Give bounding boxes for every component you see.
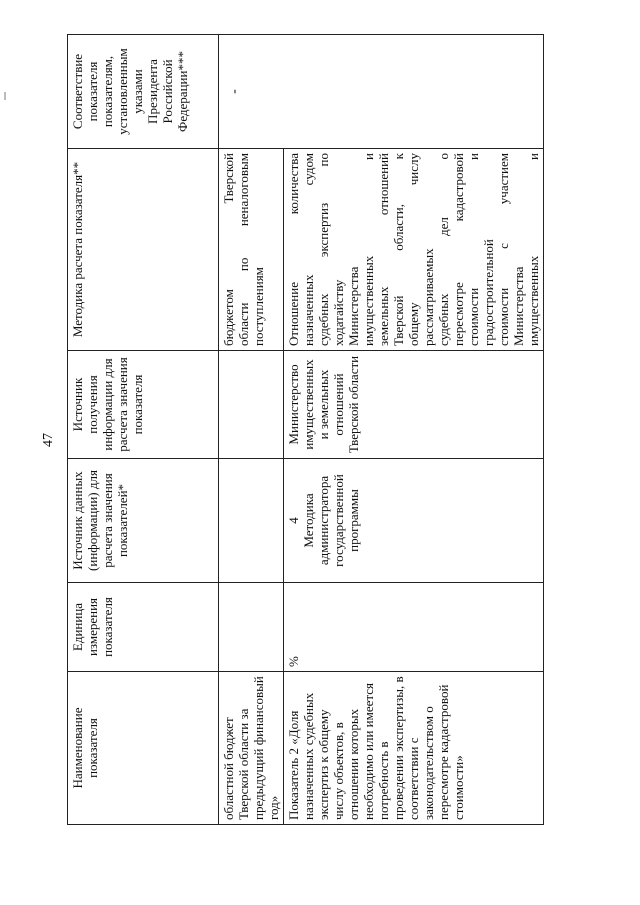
table-header-row: [68, 35, 219, 825]
row2-unit: %: [284, 583, 544, 672]
data-source-number: 4: [286, 517, 301, 524]
method-line: области по неналоговым поступлениям: [236, 153, 266, 346]
method-line: имущественных и: [526, 153, 541, 346]
row1-method: [219, 149, 284, 351]
row2-data-source: [284, 459, 544, 583]
method-line: ходатайству: [331, 279, 346, 346]
method-line: Тверской области, к: [391, 153, 406, 346]
method-line: градостроительной: [481, 239, 496, 346]
scan-edge-mark: [4, 92, 6, 100]
method-line: стоимости и: [466, 153, 481, 346]
compliance-cell: [219, 35, 544, 149]
row1-unit: [219, 583, 284, 672]
method-line: имущественных и: [361, 153, 376, 346]
table-row: [219, 35, 284, 825]
method-line: пересмотре кадастровой: [451, 153, 466, 346]
method-line: Министерства: [511, 266, 526, 346]
row1-data-source: [219, 459, 284, 583]
method-line: бюджетом Тверской: [221, 153, 236, 346]
header-data-source: Источник данных (информации) для расчета значения показателей*: [68, 459, 219, 583]
header-name: Наименование показателя: [68, 672, 219, 825]
method-line: стоимости с участием: [496, 153, 511, 346]
table-row: [284, 35, 544, 825]
header-compliance: Соответствие показателя показателям, установленным указами Президента Российской Федерации***: [68, 35, 219, 149]
row1-info-source: [219, 351, 284, 459]
header-info-source: Источник получения информации для расчета значения показателя: [68, 351, 219, 459]
header-unit: Единица измерения показателя: [68, 583, 219, 672]
header-method: Методика расчета показателя**: [68, 149, 219, 351]
indicator-table: [67, 34, 544, 825]
row2-name: Показатель 2 «Доля назначенных судебных экспертиз к общему числу объектов, в отношении которых необходимо или имеется потребность в проведении экспертизы, в соответствии с законодательством о пересмотре кадастровой стоимости»: [284, 672, 544, 825]
data-source-text: Методика администратора государственной программы: [301, 474, 361, 567]
row1-name: областной бюджет Тверской области за предыдущий финансовый год»: [219, 672, 284, 825]
compliance-value: -: [227, 89, 242, 94]
method-line: судебных экспертиз по: [316, 153, 331, 346]
method-line: Министерства: [346, 266, 361, 346]
method-line: земельных отношений: [376, 153, 391, 346]
rotated-page: [67, 35, 637, 825]
method-line: общему числу: [406, 153, 421, 346]
method-line: судебных дел о: [436, 153, 451, 346]
method-line: рассматриваемых: [421, 248, 436, 346]
page-number: 47: [41, 433, 56, 447]
row2-info-source: Министерство имущественных и земельных отношений Тверской области: [284, 351, 544, 459]
method-line: назначенных судом: [301, 153, 316, 346]
method-line: Отношение количества: [286, 153, 301, 346]
row2-method: [284, 149, 544, 351]
